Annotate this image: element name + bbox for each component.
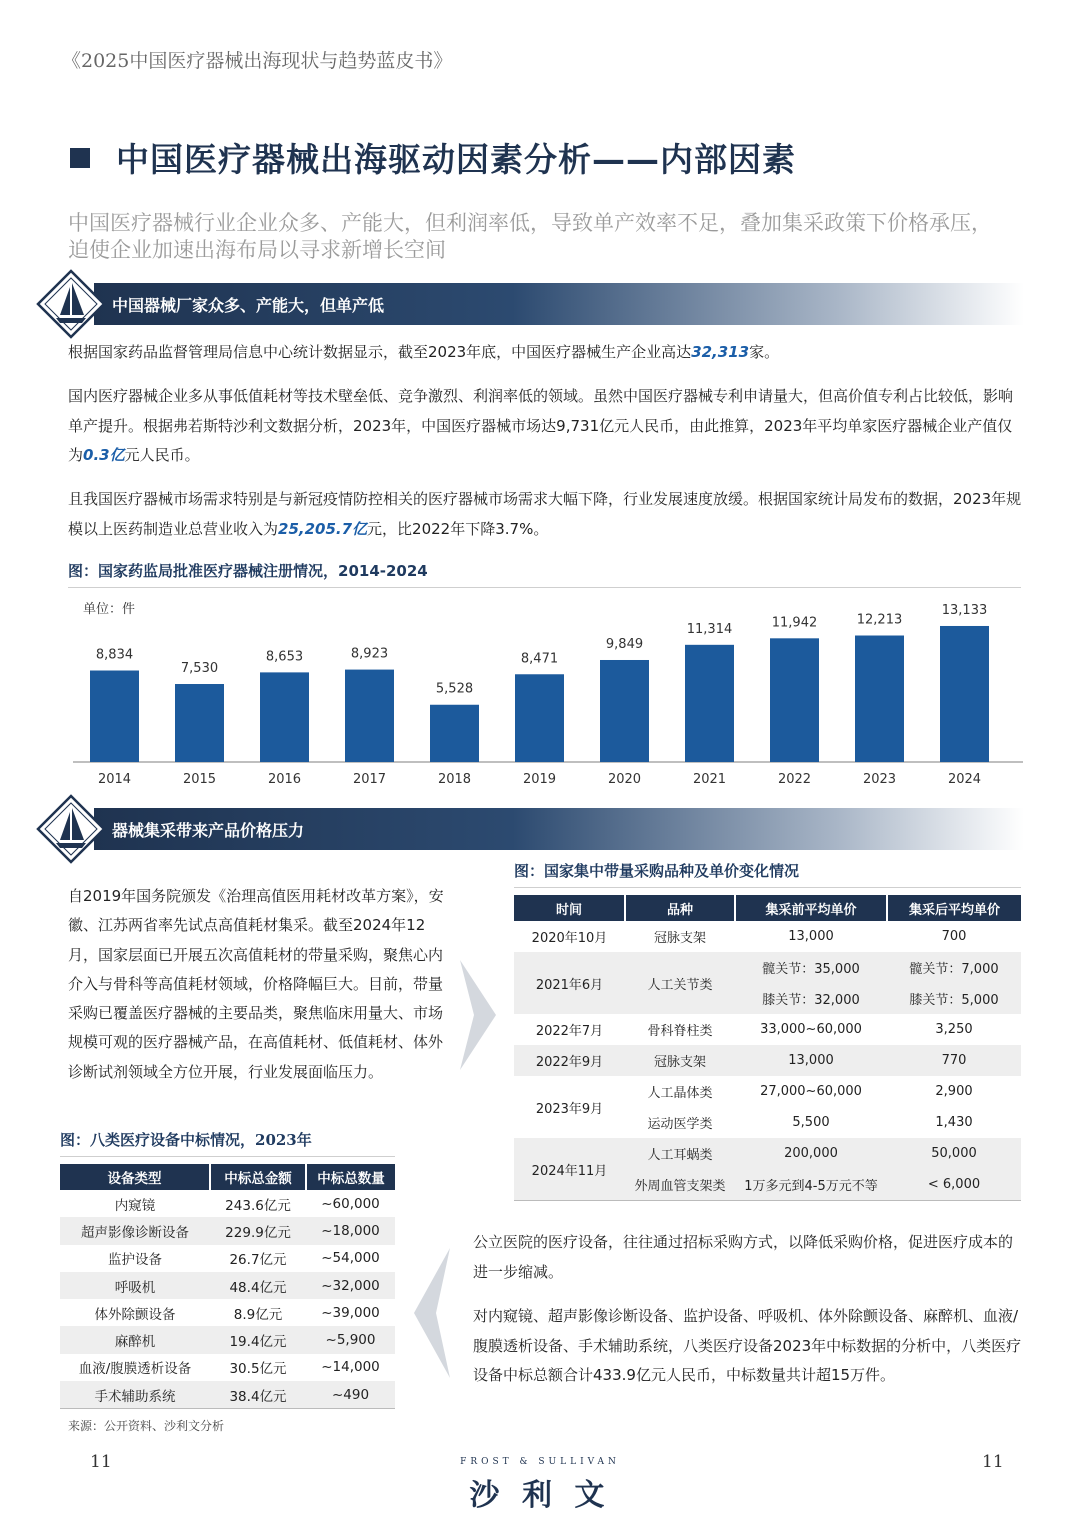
vbp-time-cell: 2021年6月 xyxy=(535,977,604,993)
equipment-type-cell: 体外除颤设备 xyxy=(94,1306,176,1323)
section2-banner-title: 器械集采带来产品价格压力 xyxy=(112,821,305,840)
sailboat-diamond-icon xyxy=(36,794,106,864)
equipment-type-cell: 手术辅助系统 xyxy=(94,1388,176,1405)
x-tick-label: 2016 xyxy=(267,772,302,787)
paragraph-2-tail: 元人民币。 xyxy=(124,446,200,464)
paragraph-3 xyxy=(68,485,1023,544)
equipment-count-cell: ~14,000 xyxy=(321,1359,380,1376)
page-title: 中国医疗器械出海驱动因素分析——内部因素 xyxy=(116,140,796,179)
page-subtitle xyxy=(68,210,1028,264)
equipment-count-cell: ~5,900 xyxy=(325,1332,376,1349)
vbp-before-cell: 27,000~60,000 xyxy=(760,1084,862,1099)
vbp-category-cell: 人工晶体类 xyxy=(647,1086,713,1101)
bar-value-label: 8,653 xyxy=(265,649,304,665)
equipment-count-cell: ~54,000 xyxy=(321,1250,380,1267)
highlight-revenue: 25,205.7亿 xyxy=(278,519,368,538)
vbp-header-price-after: 集采后平均单价 xyxy=(887,895,1021,921)
vbp-table-title: 图：国家集中带量采购品种及单价变化情况 xyxy=(514,862,800,880)
vbp-after-cell: 50,000 xyxy=(931,1146,977,1161)
paragraph-1-tail: 家。 xyxy=(749,343,780,361)
bar-value-label: 11,314 xyxy=(686,621,733,637)
vbp-category-cell: 冠脉支架 xyxy=(653,931,706,946)
equipment-amount-cell: 26.7亿元 xyxy=(229,1252,287,1269)
x-tick-label: 2015 xyxy=(182,772,217,787)
vbp-title-divider xyxy=(514,887,1021,888)
vbp-after-cell: 2,900 xyxy=(935,1084,973,1099)
highlight-avg-output: 0.3亿 xyxy=(83,446,125,464)
x-tick-label: 2023 xyxy=(862,772,897,787)
bar-value-label: 8,923 xyxy=(350,646,389,662)
bar-2019 xyxy=(515,674,564,762)
vbp-header-time: 时间 xyxy=(514,895,625,921)
vbp-before-cell: 1万多元到4-5万元不等 xyxy=(744,1179,878,1194)
bar-2022 xyxy=(770,638,819,762)
bar-2024 xyxy=(940,626,989,762)
equipment-type-cell: 内窥镜 xyxy=(114,1197,156,1214)
chart-unit-label: 单位：件 xyxy=(83,602,136,617)
source-note: 来源：公开资料、沙利文分析 xyxy=(68,1419,225,1433)
table-row xyxy=(60,1190,395,1217)
equipment-count-cell: ~60,000 xyxy=(321,1195,380,1212)
registration-chart-title: 图：国家药监局批准医疗器械注册情况，2014-2024 xyxy=(68,562,428,580)
x-tick-label: 2024 xyxy=(947,772,982,787)
paragraph-1-text: 根据国家药品监督管理局信息中心统计数据显示，截至2023年底，中国医疗器械生产企业高达 xyxy=(68,343,692,361)
equipment-title-divider xyxy=(60,1156,395,1157)
vbp-after-cell: 3,250 xyxy=(935,1022,973,1037)
bar-value-label: 5,528 xyxy=(435,681,474,697)
vbp-before-cell: 13,000 xyxy=(788,929,834,944)
equipment-amount-cell: 30.5亿元 xyxy=(229,1361,287,1378)
bar-value-label: 13,133 xyxy=(941,602,988,618)
table-row xyxy=(514,1045,1021,1076)
vbp-category-cell: 冠脉支架 xyxy=(653,1055,706,1070)
bar-value-label: 12,213 xyxy=(856,612,903,628)
equipment-header-row xyxy=(60,1164,395,1190)
x-tick-label: 2019 xyxy=(522,772,557,787)
x-tick-label: 2017 xyxy=(352,772,387,787)
equipment-count-cell: ~32,000 xyxy=(321,1277,380,1294)
equipment-amount-cell: 19.4亿元 xyxy=(229,1334,287,1351)
bar-2015 xyxy=(175,684,224,762)
page-number-right: 11 xyxy=(982,1452,1004,1472)
right-paragraph-1: 公立医院的医疗设备，往往通过招标采购方式，以降低采购价格，促进医疗成本的进一步缩减。 xyxy=(473,1233,1014,1281)
bar-value-label: 8,471 xyxy=(520,651,559,667)
table-row xyxy=(514,921,1021,952)
vbp-after-cell: < 6,000 xyxy=(927,1177,981,1192)
registration-bar-chart xyxy=(68,595,1028,790)
equipment-type-cell: 监护设备 xyxy=(108,1252,162,1269)
title-square-icon xyxy=(70,148,90,168)
vbp-before-cell: 13,000 xyxy=(788,1053,834,1068)
vbp-category-cell: 外周血管支架类 xyxy=(634,1179,726,1194)
vbp-after-cell: 髋关节：7,000 xyxy=(909,962,999,977)
vbp-time-cell: 2022年9月 xyxy=(535,1055,604,1070)
bar-2017 xyxy=(345,670,394,762)
vbp-header-row xyxy=(514,895,1021,921)
vbp-time-cell: 2020年10月 xyxy=(531,931,608,946)
vbp-header-category: 品种 xyxy=(625,895,735,921)
vbp-paragraph: 自2019年国务院颁发《治理高值医用耗材改革方案》，安徽、江苏两省率先试点高值耗材集采。截至2024年12月，国家层面已开展五次高值耗材的带量采购，聚焦心内介入与骨科等高值耗材领域，价格降幅巨大。目前，带量采购已覆盖医疗器械的主要品类，聚焦临床用量大、市场规模可观的医疗器械产品，在高值耗材、低值耗材、体外诊断试剂领域全方位开展，行业发展面临压力。 xyxy=(68,887,444,1081)
equipment-type-cell: 呼吸机 xyxy=(114,1279,156,1296)
x-tick-label: 2018 xyxy=(437,772,472,787)
equipment-bid-table xyxy=(60,1164,395,1409)
page-number-left: 11 xyxy=(90,1452,112,1472)
x-tick-label: 2020 xyxy=(607,772,642,787)
paragraph-2 xyxy=(68,382,1023,471)
vbp-before-cell: 髋关节：35,000 xyxy=(762,962,860,977)
subtitle-line-1: 中国医疗器械行业企业众多、产能大，但利润率低，导致单产效率不足，叠加集采政策下价格承压， xyxy=(68,211,992,235)
sailboat-diamond-icon xyxy=(36,269,106,339)
table-row xyxy=(60,1326,395,1353)
vbp-before-cell: 33,000~60,000 xyxy=(760,1022,862,1037)
vbp-after-cell: 770 xyxy=(941,1053,967,1068)
paragraph-3-tail: 元，比2022年下降3.7%。 xyxy=(367,519,549,538)
right-paragraph-2: 对内窥镜、超声影像诊断设备、监护设备、呼吸机、体外除颤设备、麻醉机、血液/腹膜透析设备、手术辅助系统，八类医疗设备2023年中标数据的分析中，八类医疗设备中标总额合计433.9亿元人民币，中标数量共计超15万件。 xyxy=(473,1307,1022,1384)
bar-2021 xyxy=(685,645,734,762)
document-title: 《2025中国医疗器械出海现状与趋势蓝皮书》 xyxy=(62,50,453,72)
vbp-time-cell: 2024年11月 xyxy=(531,1163,608,1179)
equipment-header-count: 中标总数量 xyxy=(306,1164,395,1190)
vbp-time-cell: 2022年7月 xyxy=(535,1024,604,1039)
vbp-price-table xyxy=(514,895,1021,1201)
equipment-amount-cell: 243.6亿元 xyxy=(225,1197,291,1214)
vbp-before-cell: 200,000 xyxy=(784,1146,838,1161)
equipment-count-cell: ~490 xyxy=(331,1386,370,1403)
table-row xyxy=(514,1014,1021,1045)
vbp-after-cell: 700 xyxy=(941,929,967,944)
equipment-count-cell: ~18,000 xyxy=(321,1222,380,1239)
x-tick-label: 2014 xyxy=(97,772,132,787)
vbp-after-cell: 1,430 xyxy=(935,1115,973,1130)
equipment-count-cell: ~39,000 xyxy=(321,1304,380,1321)
arrow-right-icon xyxy=(458,960,498,1070)
x-tick-label: 2022 xyxy=(777,772,812,787)
table-row xyxy=(514,1076,1021,1107)
paragraph-3-text: 且我国医疗器械市场需求特别是与新冠疫情防控相关的医疗器械市场需求大幅下降，行业发展速度放缓。根据国家统计局发布的数据，2023年规模以上医药制造业总营业收入为 xyxy=(68,490,1022,538)
bar-value-label: 9,849 xyxy=(605,636,644,652)
vbp-category-cell: 运动医学类 xyxy=(647,1117,713,1132)
section1-banner-title: 中国器械厂家众多、产能大，但单产低 xyxy=(112,296,385,315)
table-row xyxy=(514,952,1021,983)
table-row xyxy=(60,1272,395,1299)
equipment-header-type: 设备类型 xyxy=(60,1164,210,1190)
brand-logo: 沙 利 文 xyxy=(469,1478,611,1513)
equipment-amount-cell: 38.4亿元 xyxy=(229,1388,287,1405)
vbp-category-cell: 人工耳蜗类 xyxy=(647,1148,713,1163)
vbp-category-cell: 骨科脊柱类 xyxy=(647,1024,713,1039)
equipment-type-cell: 超声影像诊断设备 xyxy=(81,1224,189,1241)
bar-2016 xyxy=(260,672,309,762)
table-row xyxy=(514,1138,1021,1169)
vbp-time-cell: 2023年9月 xyxy=(535,1101,604,1117)
equipment-type-cell: 血液/腹膜透析设备 xyxy=(78,1361,192,1378)
subtitle-line-2: 迫使企业加速出海布局以寻求新增长空间 xyxy=(68,238,446,262)
table-row xyxy=(60,1217,395,1244)
table-row xyxy=(60,1245,395,1272)
bar-value-label: 7,530 xyxy=(180,661,219,677)
bar-2023 xyxy=(855,636,904,762)
bar-2020 xyxy=(600,660,649,762)
bar-2018 xyxy=(430,705,479,762)
equipment-amount-cell: 229.9亿元 xyxy=(225,1224,291,1241)
vbp-after-cell: 膝关节：5,000 xyxy=(909,993,999,1008)
table-row xyxy=(60,1381,395,1409)
equipment-type-cell: 麻醉机 xyxy=(114,1334,156,1351)
bar-value-label: 11,942 xyxy=(771,615,818,631)
vbp-header-price-before: 集采前平均单价 xyxy=(735,895,887,921)
x-tick-label: 2021 xyxy=(692,772,727,787)
bar-2014 xyxy=(90,671,139,762)
equipment-amount-cell: 48.4亿元 xyxy=(229,1279,287,1296)
arrow-left-icon xyxy=(412,1248,452,1378)
table-row xyxy=(60,1354,395,1381)
paragraph-1 xyxy=(68,338,1023,368)
equipment-header-amount: 中标总金额 xyxy=(210,1164,306,1190)
paragraph-2-text: 国内医疗器械企业多从事低值耗材等技术壁垒低、竞争激烈、利润率低的领域。虽然中国医疗器械专利申请量大，但高价值专利占比较低，影响单产提升。根据弗若斯特沙利文数据分析，2023年，中国医疗器械市场达9,731亿元人民币，由此推算，2023年平均单家医疗器械企业产值仅为 xyxy=(68,387,1014,464)
table-row xyxy=(60,1299,395,1326)
equipment-amount-cell: 8.9亿元 xyxy=(233,1306,283,1323)
chart-divider xyxy=(68,587,1021,588)
bar-value-label: 8,834 xyxy=(95,647,134,663)
brand-english: FROST & SULLIVAN xyxy=(460,1457,620,1467)
vbp-category-cell: 人工关节类 xyxy=(647,977,713,993)
equipment-table-title: 图：八类医疗设备中标情况，2023年 xyxy=(60,1131,312,1149)
highlight-enterprise-count: 32,313 xyxy=(691,343,750,361)
vbp-before-cell: 膝关节：32,000 xyxy=(762,993,860,1008)
vbp-before-cell: 5,500 xyxy=(792,1115,830,1130)
